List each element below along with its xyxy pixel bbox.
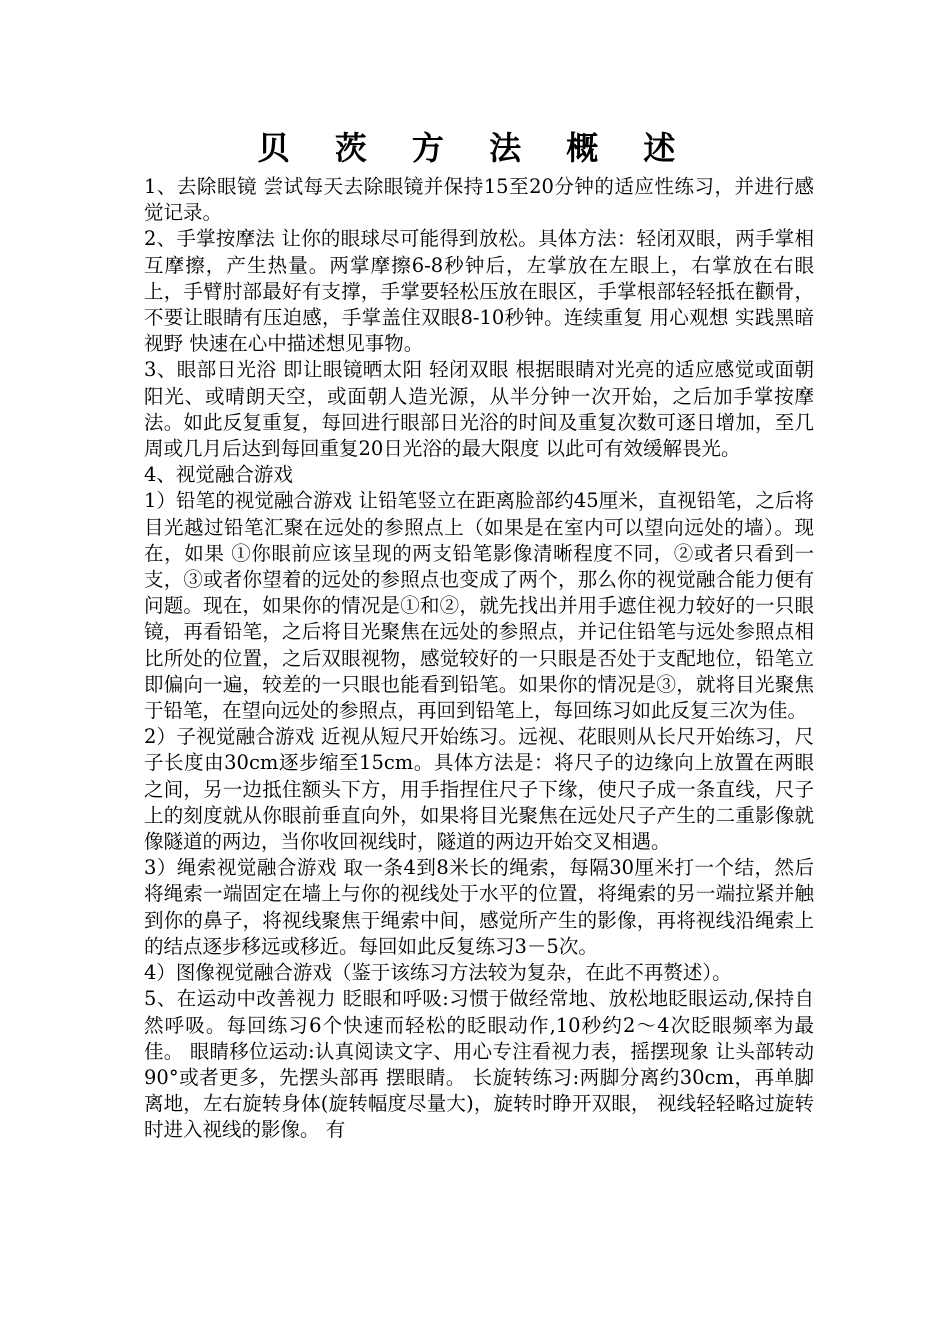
paragraph-remove-glasses: 1、去除眼镜 尝试每天去除眼镜并保持15至20分钟的适应性练习，并进行感觉记录。	[144, 175, 814, 225]
paragraph-image-game: 4）图像视觉融合游戏（鉴于该练习方法较为复杂，在此不再赘述）。	[144, 961, 732, 985]
paragraph-ruler-game: 2）子视觉融合游戏 近视从短尺开始练习。远视、花眼则从长尺开始练习，尺子长度由30cm逐步缩至15cm。具体方法是：将尺子的边缘向上放置在两眼之间，另一边抵住额头下方，用手指捏住尺子下缘，使尺子成一条直线，尺子上的刻度就从你眼前垂直向外，如果将目光聚焦在远处尺子产生的二重影像就像隧道的两边，当你收回视线时，隧道的两边开始交叉相遇。	[144, 725, 814, 854]
section-heading-fusion-games: 4、视觉融合游戏	[144, 463, 293, 487]
paragraph-rope-game: 3）绳索视觉融合游戏 取一条4到8米长的绳索，每隔30厘米打一个结，然后将绳索一端固定在墙上与你的视线处于水平的位置，将绳索的另一端拉紧并触到你的鼻子，将视线聚焦于绳索中间，感觉所产生的影像，再将视线沿绳索上的结点逐步移远或移近。每回如此反复练习3－5次。	[144, 856, 814, 958]
paragraph-pencil-game: 1）铅笔的视觉融合游戏 让铅笔竖立在距离脸部约45厘米，直视铅笔，之后将目光越过铅笔汇聚在远处的参照点上（如果是在室内可以望向远处的墙）。现在，如果 ①你眼前应该呈现的两支铅笔影像清晰程度不同，②或者只看到一支，③或者你望着的远处的参照点也变成了两个，那么你的视觉融合能力便有问题。现在，如果你的情况是①和②，就先找出并用手遮住视力较好的一只眼镜，再看铅笔，之后将目光聚焦在远处的参照点，并记住铅笔与远处参照点相比所处的位置，之后双眼视物，感觉较好的一只眼是否处于支配地位，铅笔立即偏向一遍，较差的一只眼也能看到铅笔。如果你的情况是③，就将目光聚焦于铅笔，在望向远处的参照点，再回到铅笔上，每回练习如此反复三次为佳。	[144, 489, 814, 723]
paragraph-sunning: 3、眼部日光浴 即让眼镜晒太阳 轻闭双眼 根据眼睛对光亮的适应感觉或面朝阳光、或晴朗天空，或面朝人造光源，从半分钟一次开始，之后加手掌按摩法。如此反复重复，每回进行眼部日光浴的时间及重复次数可逐日增加，至几周或几月后达到每回重复20日光浴的最大限度 以此可有效缓解畏光。	[144, 358, 814, 461]
document-body	[144, 174, 814, 1144]
paragraph-movement: 5、在运动中改善视力 眨眼和呼吸:习惯于做经常地、放松地眨眼运动,保持自然呼吸。每回练习6个快速而轻松的眨眼动作,10秒约2～4次眨眼频率为最佳。 眼睛移位运动:认真阅读文字、用心专注看视力表，摇摆现象 让头部转动90°或者更多，先摆头部再 摆眼睛。 长旋转练习:两脚分离约30cm，再单脚离地，左右旋转身体(旋转幅度尽量大)，旋转时睁开双眼， 视线轻轻略过旋转时进入视线的影像。 有	[144, 987, 814, 1142]
paragraph-palming: 2、手掌按摩法 让你的眼球尽可能得到放松。具体方法：轻闭双眼，两手掌相互摩擦，产生热量。两掌摩擦6-8秒钟后，左掌放在左眼上，右掌放在右眼上，手臂肘部最好有支撑，手掌要轻松压放在眼区，手掌根部轻轻抵在颧骨，不要让眼睛有压迫感，手掌盖住双眼8-10秒钟。连续重复 用心观想 实践黑暗视野 快速在心中描述想见事物。	[144, 227, 814, 356]
document-title: 贝 茨 方 法 概 述	[257, 129, 693, 167]
